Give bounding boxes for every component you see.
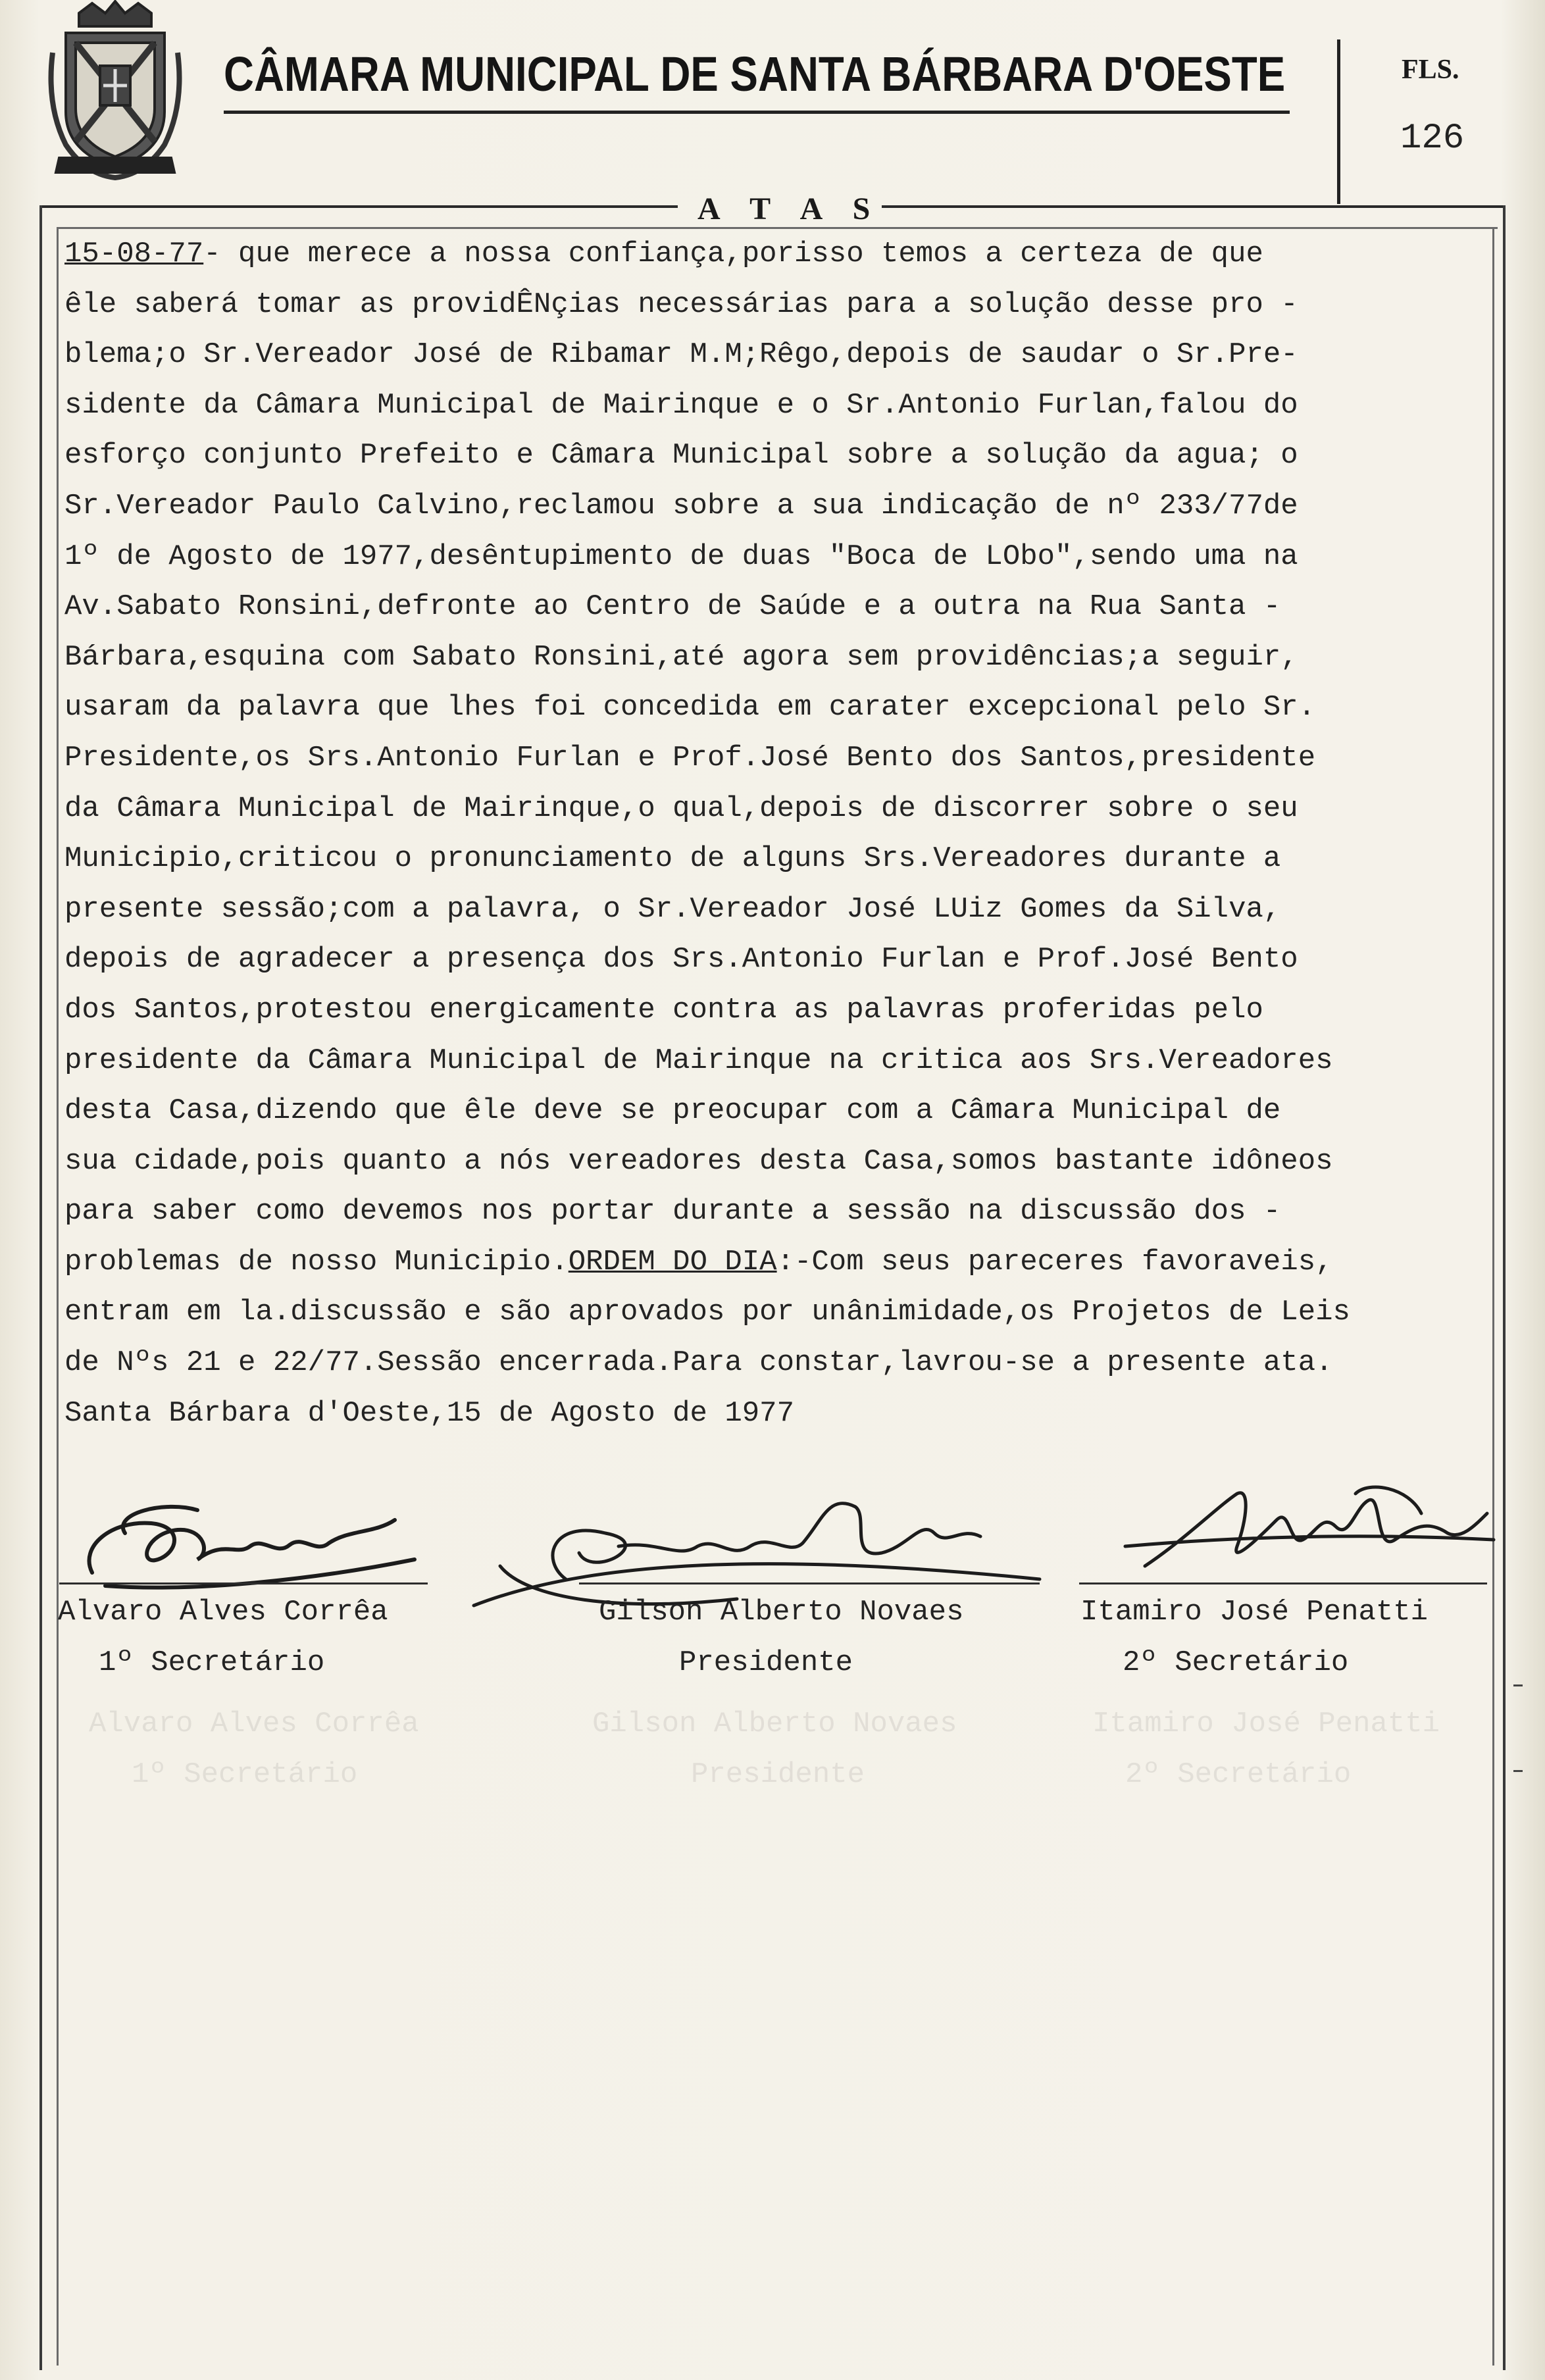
- section-title: A T A S: [697, 191, 882, 226]
- minutes-line: depois de agradecer a presença dos Srs.Antonio Furlan e Prof.José Bento: [64, 943, 1298, 976]
- bleed-through-signature-role-3: 2º Secretário: [1125, 1758, 1352, 1791]
- minutes-line: para saber como devemos nos portar durante a sessão na discussão dos -: [64, 1195, 1281, 1228]
- minutes-line: blema;o Sr.Vereador José de Ribamar M.M;Rêgo,depois de saudar o Sr.Pre-: [64, 338, 1298, 372]
- page-header-title: CÂMARA MUNICIPAL DE SANTA BÁRBARA D'OESTE: [224, 47, 1286, 101]
- minutes-line-1-text: - que merece a nossa confiança,porisso temos a certeza de que: [203, 238, 1263, 270]
- municipal-crest-icon: [39, 0, 191, 184]
- minutes-line: de Nºs 21 e 22/77.Sessão encerrada.Para constar,lavrou-se a presente ata.: [64, 1346, 1333, 1380]
- signature-line-president: [579, 1582, 1040, 1584]
- bleed-through-signature-role-2: Presidente: [691, 1758, 865, 1791]
- ordem-do-dia-heading: ORDEM DO DIA: [568, 1245, 777, 1279]
- signature-line-secretary-2: [1079, 1582, 1487, 1584]
- signer-name-secretary-1: Alvaro Alves Corrêa: [58, 1596, 388, 1629]
- folio-number: 126: [1400, 118, 1465, 159]
- minutes-line: esforço conjunto Prefeito e Câmara Municipal sobre a solução da agua; o: [64, 439, 1298, 472]
- minutes-line: entram em la.discussão e são aprovados por unânimidade,os Projetos de Leis: [64, 1296, 1350, 1329]
- minutes-line: sua cidade,pois quanto a nós vereadores desta Casa,somos bastante idôneos: [64, 1144, 1333, 1178]
- minutes-line: êle saberá tomar as providÊNçias necessárias para a solução desse pro -: [64, 288, 1298, 321]
- minutes-line-1: [64, 229, 1512, 280]
- signer-role-secretary-2: 2º Secretário: [1123, 1646, 1349, 1679]
- bleed-through-signature-name-2: Gilson Alberto Novaes: [592, 1708, 957, 1740]
- minutes-line: da Câmara Municipal de Mairinque,o qual,depois de discorrer sobre o seu: [64, 792, 1298, 825]
- minutes-line-ordem: [64, 1237, 1512, 1288]
- minutes-line: usaram da palavra que lhes foi concedida em carater excepcional pelo Sr.: [64, 691, 1316, 724]
- signature-mark-secretary-1: [66, 1494, 434, 1606]
- inner-margin-left: [57, 227, 59, 2366]
- signer-name-secretary-2: Itamiro José Penatti: [1080, 1596, 1429, 1629]
- signer-role-president: Presidente: [679, 1646, 853, 1679]
- meeting-date: 15-08-77: [64, 238, 204, 270]
- minutes-line: Sr.Vereador Paulo Calvino,reclamou sobre a sua indicação de nº 233/77de: [64, 489, 1298, 522]
- frame-left: [39, 205, 42, 2370]
- ordem-lead-text: problemas de nosso Municipio.: [64, 1245, 569, 1279]
- frame-top-left: [39, 205, 678, 208]
- folio-label: FLS.: [1402, 55, 1459, 85]
- signer-role-secretary-1: 1º Secretário: [99, 1646, 325, 1679]
- minutes-line: 1º de Agosto de 1977,desêntupimento de duas "Boca de LObo",sendo uma na: [64, 540, 1298, 573]
- header-underline: [224, 111, 1290, 114]
- minutes-line: dos Santos,protestou energicamente contra as palavras proferidas pelo: [64, 993, 1263, 1026]
- minutes-body: [64, 229, 1512, 1438]
- margin-tick: [1513, 1770, 1523, 1772]
- minutes-line: desta Casa,dizendo que êle deve se preocupar com a Câmara Municipal de: [64, 1094, 1281, 1128]
- minutes-line: Presidente,os Srs.Antonio Furlan e Prof.José Bento dos Santos,presidente: [64, 741, 1316, 774]
- minutes-line: Bárbara,esquina com Sabato Ronsini,até agora sem providências;a seguir,: [64, 640, 1298, 674]
- minutes-place-date: Santa Bárbara d'Oeste,15 de Agosto de 1977: [64, 1396, 794, 1430]
- bleed-through-signature-name-3: Itamiro José Penatti: [1092, 1708, 1440, 1740]
- signer-name-president: Gilson Alberto Novaes: [599, 1596, 964, 1629]
- frame-top-right: [882, 205, 1506, 208]
- minutes-line: Municipio,criticou o pronunciamento de alguns Srs.Vereadores durante a: [64, 842, 1281, 876]
- minutes-line: Av.Sabato Ronsini,defronte ao Centro de Saúde e a outra na Rua Santa -: [64, 590, 1281, 624]
- signature-mark-secretary-2: [1105, 1474, 1500, 1592]
- margin-tick: [1513, 1684, 1523, 1686]
- minutes-line: sidente da Câmara Municipal de Mairinque e o Sr.Antonio Furlan,falou do: [64, 388, 1298, 422]
- minutes-line: presidente da Câmara Municipal de Mairinque na critica aos Srs.Vereadores: [64, 1044, 1333, 1077]
- bleed-through-signature-name-1: Alvaro Alves Corrêa: [89, 1708, 419, 1740]
- bleed-through-signature-role-1: 1º Secretário: [132, 1758, 358, 1791]
- signature-line-secretary-1: [59, 1582, 428, 1584]
- header-divider: [1337, 39, 1340, 204]
- minutes-line: presente sessão;com a palavra, o Sr.Vereador José LUiz Gomes da Silva,: [64, 892, 1281, 926]
- ordem-trailing-text: :-Com seus pareceres favoraveis,: [776, 1245, 1333, 1279]
